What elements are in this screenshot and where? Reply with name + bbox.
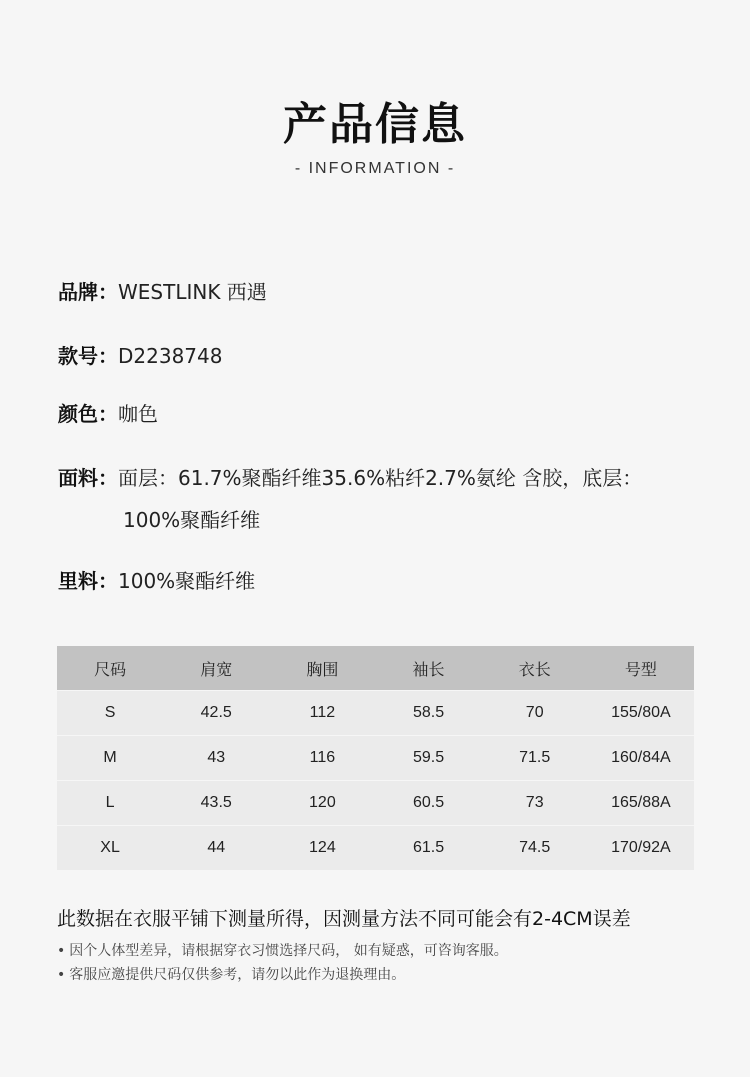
table-cell: 155/80A bbox=[588, 691, 694, 736]
color-value: 咖色 bbox=[118, 402, 158, 426]
table-cell: 59.5 bbox=[375, 736, 481, 781]
table-cell: 120 bbox=[269, 781, 375, 826]
table-cell: 70 bbox=[482, 691, 588, 736]
page-title: 产品信息 bbox=[283, 99, 467, 150]
table-cell: XL bbox=[57, 826, 163, 871]
info-lining bbox=[58, 560, 255, 602]
bullet-dot-icon: • bbox=[57, 967, 66, 983]
table-row bbox=[57, 781, 694, 826]
col-header-fit: 号型 bbox=[588, 646, 694, 691]
info-style bbox=[58, 335, 222, 377]
table-cell: 124 bbox=[269, 826, 375, 871]
table-cell: L bbox=[57, 781, 163, 826]
note-bullet-text: 客服应邀提供尺码仅供参考，请勿以此作为退换理由。 bbox=[69, 967, 406, 983]
info-fabric-cont bbox=[58, 499, 260, 541]
lining-value: 100%聚酯纤维 bbox=[118, 569, 256, 593]
info-brand bbox=[58, 271, 267, 313]
style-value: D2238748 bbox=[118, 344, 223, 368]
table-cell: 42.5 bbox=[163, 691, 269, 736]
note-bullet-item bbox=[57, 940, 508, 960]
lining-label: 里料： bbox=[58, 569, 118, 593]
col-header-length: 衣长 bbox=[482, 646, 588, 691]
col-header-sleeve: 袖长 bbox=[375, 646, 481, 691]
bullet-dot-icon: • bbox=[57, 943, 66, 959]
brand-value: WESTLINK 西遇 bbox=[118, 280, 267, 304]
size-table-header bbox=[57, 646, 694, 691]
fabric-value: 面层：61.7%聚酯纤维35.6%粘纤2.7%氨纶 含胶，底层： bbox=[118, 466, 643, 490]
brand-label: 品牌： bbox=[58, 280, 118, 304]
info-fabric bbox=[58, 457, 642, 499]
table-cell: 73 bbox=[482, 781, 588, 826]
col-header-chest: 胸围 bbox=[269, 646, 375, 691]
note-bullet-item bbox=[57, 964, 405, 984]
table-cell: 60.5 bbox=[375, 781, 481, 826]
table-cell: M bbox=[57, 736, 163, 781]
table-cell: 165/88A bbox=[588, 781, 694, 826]
table-row bbox=[57, 691, 694, 736]
table-row bbox=[57, 826, 694, 871]
table-cell: 74.5 bbox=[482, 826, 588, 871]
table-cell: 170/92A bbox=[588, 826, 694, 871]
table-cell: 71.5 bbox=[482, 736, 588, 781]
table-cell: S bbox=[57, 691, 163, 736]
measurement-note: 此数据在衣服平铺下测量所得，因测量方法不同可能会有2-4CM误差 bbox=[57, 908, 631, 930]
table-cell: 116 bbox=[269, 736, 375, 781]
page-subtitle: - INFORMATION - bbox=[294, 160, 456, 177]
table-row bbox=[57, 736, 694, 781]
note-bullet-text: 因个人体型差异，请根据穿衣习惯选择尺码， 如有疑惑，可咨询客服。 bbox=[69, 943, 508, 959]
col-header-size: 尺码 bbox=[57, 646, 163, 691]
table-cell: 160/84A bbox=[588, 736, 694, 781]
table-cell: 58.5 bbox=[375, 691, 481, 736]
style-label: 款号： bbox=[58, 344, 118, 368]
fabric-value-cont: 100%聚酯纤维 bbox=[123, 508, 261, 532]
col-header-shoulder: 肩宽 bbox=[163, 646, 269, 691]
table-cell: 61.5 bbox=[375, 826, 481, 871]
table-cell: 44 bbox=[163, 826, 269, 871]
color-label: 颜色： bbox=[58, 402, 118, 426]
table-cell: 112 bbox=[269, 691, 375, 736]
table-cell: 43 bbox=[163, 736, 269, 781]
info-color bbox=[58, 393, 158, 435]
size-table bbox=[57, 646, 694, 870]
table-cell: 43.5 bbox=[163, 781, 269, 826]
fabric-label: 面料： bbox=[58, 466, 118, 490]
